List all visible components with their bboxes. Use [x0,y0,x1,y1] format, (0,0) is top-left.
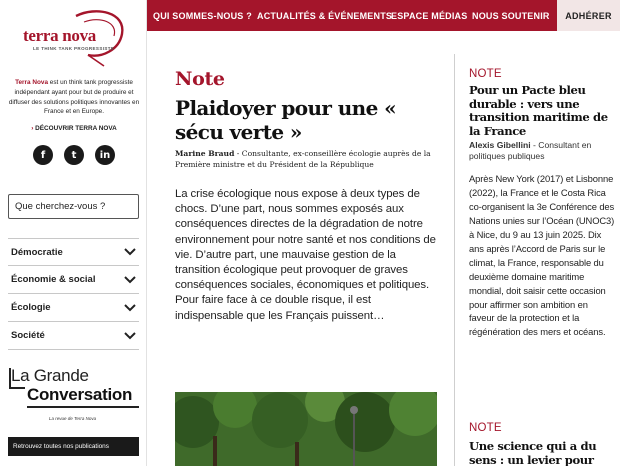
nav-qui-sommes-nous[interactable]: QUI SOMMES-NOUS ? [153,11,252,21]
logo-tagline: LE THINK TANK PROGRESSISTE [33,46,115,51]
article-title[interactable]: Une science qui a du sens : un levier pour [469,439,597,466]
author-role: - Consultant en politiques publiques [469,140,592,162]
logo-wordmark: terra nova [23,26,97,45]
facebook-icon[interactable]: f [33,145,53,165]
article-author [175,149,437,170]
terra-nova-logo[interactable] [18,8,130,68]
lgc-bracket [9,387,25,389]
category-ecologie[interactable] [8,294,139,322]
category-societe[interactable] [8,322,139,350]
column-divider [454,54,455,466]
chevron-down-icon [124,276,136,284]
article-title[interactable]: Pour un Pacte bleu durable : vers une transition maritime de la France [469,83,608,138]
grande-conversation-logo[interactable] [9,366,144,426]
twitter-icon[interactable]: t [64,145,84,165]
article-title[interactable]: Plaidoyer pour une « sécu verte » [175,96,396,144]
nav-actualites-evenements[interactable]: ACTUALITÉS & ÉVÉNEMENTS [257,11,393,21]
article-image[interactable] [175,392,437,466]
featured-article [175,68,437,324]
chevron-down-icon [124,304,136,312]
intro-body: est un think tank progressiste indépendant ayant pour but de produire et diffuser des solutions politiques innovantes en France et en Europe. [8,79,140,116]
chevron-down-icon [124,332,136,340]
all-publications-button[interactable]: Retrouvez toutes nos publications [8,437,139,456]
adherer-button[interactable]: ADHÉRER [557,0,620,31]
lgc-underline [27,406,139,408]
chevron-right-icon: › [31,125,34,132]
lgc-line1: La Grande [11,366,89,385]
lgc-line2: Conversation [27,385,133,404]
linkedin-icon[interactable]: in [95,145,115,165]
social-links [33,145,115,165]
top-navigation [147,0,620,31]
article-kicker: Note [175,68,225,90]
author-name[interactable]: Alexis Gibellini [469,140,531,151]
article-kicker: NOTE [469,422,502,434]
chevron-down-icon [124,248,136,256]
article-excerpt: Après New York (2017) et Lisbonne (2022), la France et le Costa Rica co-organisent la 3e Conférence des Nations unies sur l’Océan (UNOC3) à Nice, du 9 au 13 juin 2025. Dix ans après l’Accord de Paris sur le climat, la France, responsable du deuxième domaine maritime mondial, doit saisir cette occasion pour affirmer son ambition en faveur de la protection et la régénération des mers et océans. [469,173,615,338]
category-label: Économie & social [11,274,96,285]
intro-brand: Terra Nova [15,79,48,86]
nav-espace-medias[interactable]: ESPACE MÉDIAS [391,11,468,21]
secondary-article [469,68,615,339]
article-excerpt: La crise écologique nous expose à deux types de chocs. D’une part, nous sommes exposés aux conséquences directes de la dégradation de notre environnement pour notre santé et nos conditions de vie. D’autre part, une mauvaise gestion de la transition écologique peut provoquer de graves conséquences sociales, économiques et politiques. Pour faire face à ce double risque, il est indispensable que les Français puissent… [175,188,436,322]
discover-link[interactable] [8,125,140,132]
discover-label: DÉCOUVRIR TERRA NOVA [35,125,117,132]
search-input[interactable]: Que cherchez-vous ? [8,194,139,219]
sidebar [0,0,147,466]
nav-nous-soutenir[interactable]: NOUS SOUTENIR [472,11,550,21]
lgc-subtitle: La revue de Terra Nova [49,416,97,421]
category-list [8,238,139,350]
article-kicker: NOTE [469,68,502,80]
article-author [469,140,615,162]
author-role: - Consultante, ex-conseillère écologie auprès de la Première ministre et du Président de la République [175,149,431,169]
trees-photo-icon [175,392,437,466]
author-name[interactable]: Marine Braud [175,149,235,158]
category-democratie[interactable] [8,238,139,266]
category-economie-social[interactable] [8,266,139,294]
category-label: Écologie [11,302,51,313]
category-label: Démocratie [11,246,63,258]
category-label: Société [11,330,45,341]
intro-text [8,78,140,117]
